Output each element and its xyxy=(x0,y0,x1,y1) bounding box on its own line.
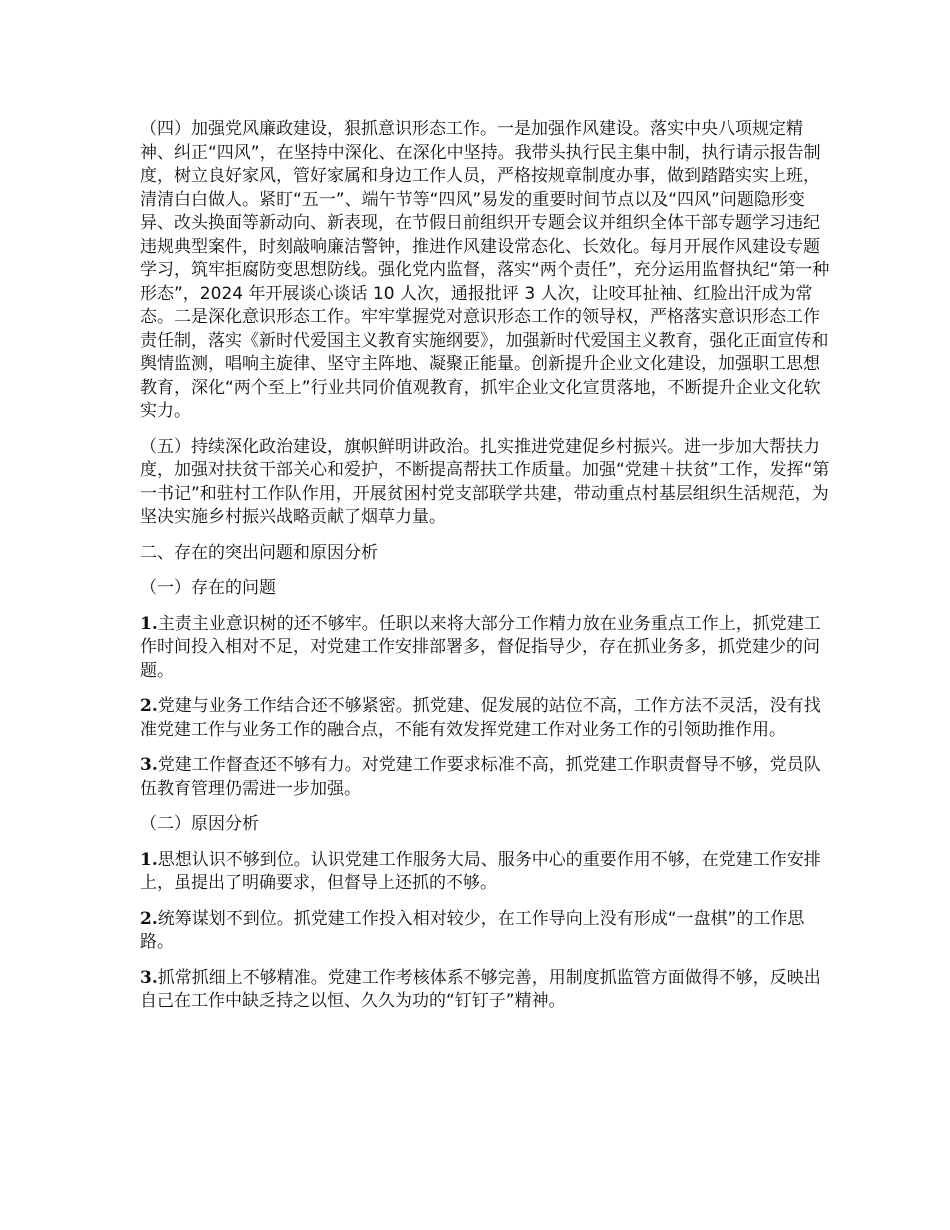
heading-text: 二、存在的突出问题和原因分析 xyxy=(140,542,378,563)
item-text: 主责主业意识树的还不够牢。任职以来将大部分工作精力放在业务重点工作上，抓党建工作时间投入相对不足，对党建工作安排部署多，督促指导少，存在抓业务多，抓党建少的问题。 xyxy=(140,613,821,681)
item-text: 党建工作督查还不够有力。对党建工作要求标准不高，抓党建工作职责督导不够，党员队伍教育管理仍需进一步加强。 xyxy=(140,755,821,799)
cause-item-3 xyxy=(140,967,830,1014)
item-text: 思想认识不够到位。认识党建工作服务大局、服务中心的重要作用不够，在党建工作安排上，虽提出了明确要求，但督导上还抓的不够。 xyxy=(140,849,821,893)
cause-item-1 xyxy=(140,849,830,896)
cause-item-2 xyxy=(140,908,830,955)
item-number: 1. xyxy=(140,849,158,870)
subsection-heading-cause-analysis xyxy=(140,813,830,837)
item-number: 3. xyxy=(140,967,158,988)
section-heading-problems-analysis xyxy=(140,542,830,566)
item-number: 3. xyxy=(140,755,158,775)
heading-text: （二）原因分析 xyxy=(140,814,259,834)
heading-text: （一）存在的问题 xyxy=(140,578,276,598)
paragraph-party-conduct xyxy=(140,118,830,424)
item-number: 2. xyxy=(140,908,158,929)
paragraph-political-building xyxy=(140,436,830,530)
item-number: 1. xyxy=(140,613,158,634)
item-text: 抓常抓细上不够精准。党建工作考核体系不够完善，用制度抓监管方面做得不够，反映出自己在工作中缺乏持之以恒、久久为功的“钉钉子”精神。 xyxy=(140,967,821,1011)
problem-item-2 xyxy=(140,695,830,742)
paragraph-text: （四）加强党风廉政建设，狠抓意识形态工作。一是加强作风建设。落实中央八项规定精神、纠正“四风”，在坚持中深化、在深化中坚持。我带头执行民主集中制，执行请示报告制度，树立良好家风，管好家属和身边工作人员，严格按规章制度办事，做到踏踏实实上班，清清白白做人。紧盯“五一”、端午节等“四风”易发的重要时间节点以及“四风”问题隐形变异、改头换面等新动向、新表现，在节假日前组织开专题会议并组织全体干部专题学习违纪违规典型案件，时刻敲响廉洁警钟，推进作风建设常态化、长效化。每月开展作风建设专题学习，筑牢拒腐防变思想防线。强化党内监督，落实“两个责任”，充分运用监督执纪“第一种形态”，2024 年开展谈心谈话 10 人次，通报批评 3 人次，让咬耳扯袖、红脸出汗成为常态。二是深化意识形态工作。牢牢掌握党对意识形态工作的领导权，严格落实意识形态工作责任制，落实《新时代爱国主义教育实施纲要》，加强新时代爱国主义教育，强化正面宣传和舆情监测，唱响主旋律、坚守主阵地、凝聚正能量。创新提升企业文化建设，加强职工思想教育，深化“两个至上”行业共同价值观教育，抓牢企业文化宣贯落地，不断提升企业文化软实力。 xyxy=(140,119,830,421)
item-text: 党建与业务工作结合还不够紧密。抓党建、促发展的站位不高，工作方法不灵活，没有找准党建工作与业务工作的融合点，不能有效发挥党建工作对业务工作的引领助推作用。 xyxy=(140,696,821,740)
subsection-heading-existing-problems xyxy=(140,577,830,601)
paragraph-text: （五）持续深化政治建设，旗帜鲜明讲政治。扎实推进党建促乡村振兴。进一步加大帮扶力度，加强对扶贫干部关心和爱护，不断提高帮扶工作质量。加强“党建＋扶贫”工作，发挥“第一书记”和驻村工作队作用，开展贫困村党支部联学共建，带动重点村基层组织生活规范，为坚决实施乡村振兴战略贡献了烟草力量。 xyxy=(140,436,830,527)
problem-item-1 xyxy=(140,613,830,684)
item-text: 统筹谋划不到位。抓党建工作投入相对较少，在工作导向上没有形成“一盘棋”的工作思路。 xyxy=(140,908,805,952)
item-number: 2. xyxy=(140,696,158,716)
problem-item-3 xyxy=(140,754,830,801)
